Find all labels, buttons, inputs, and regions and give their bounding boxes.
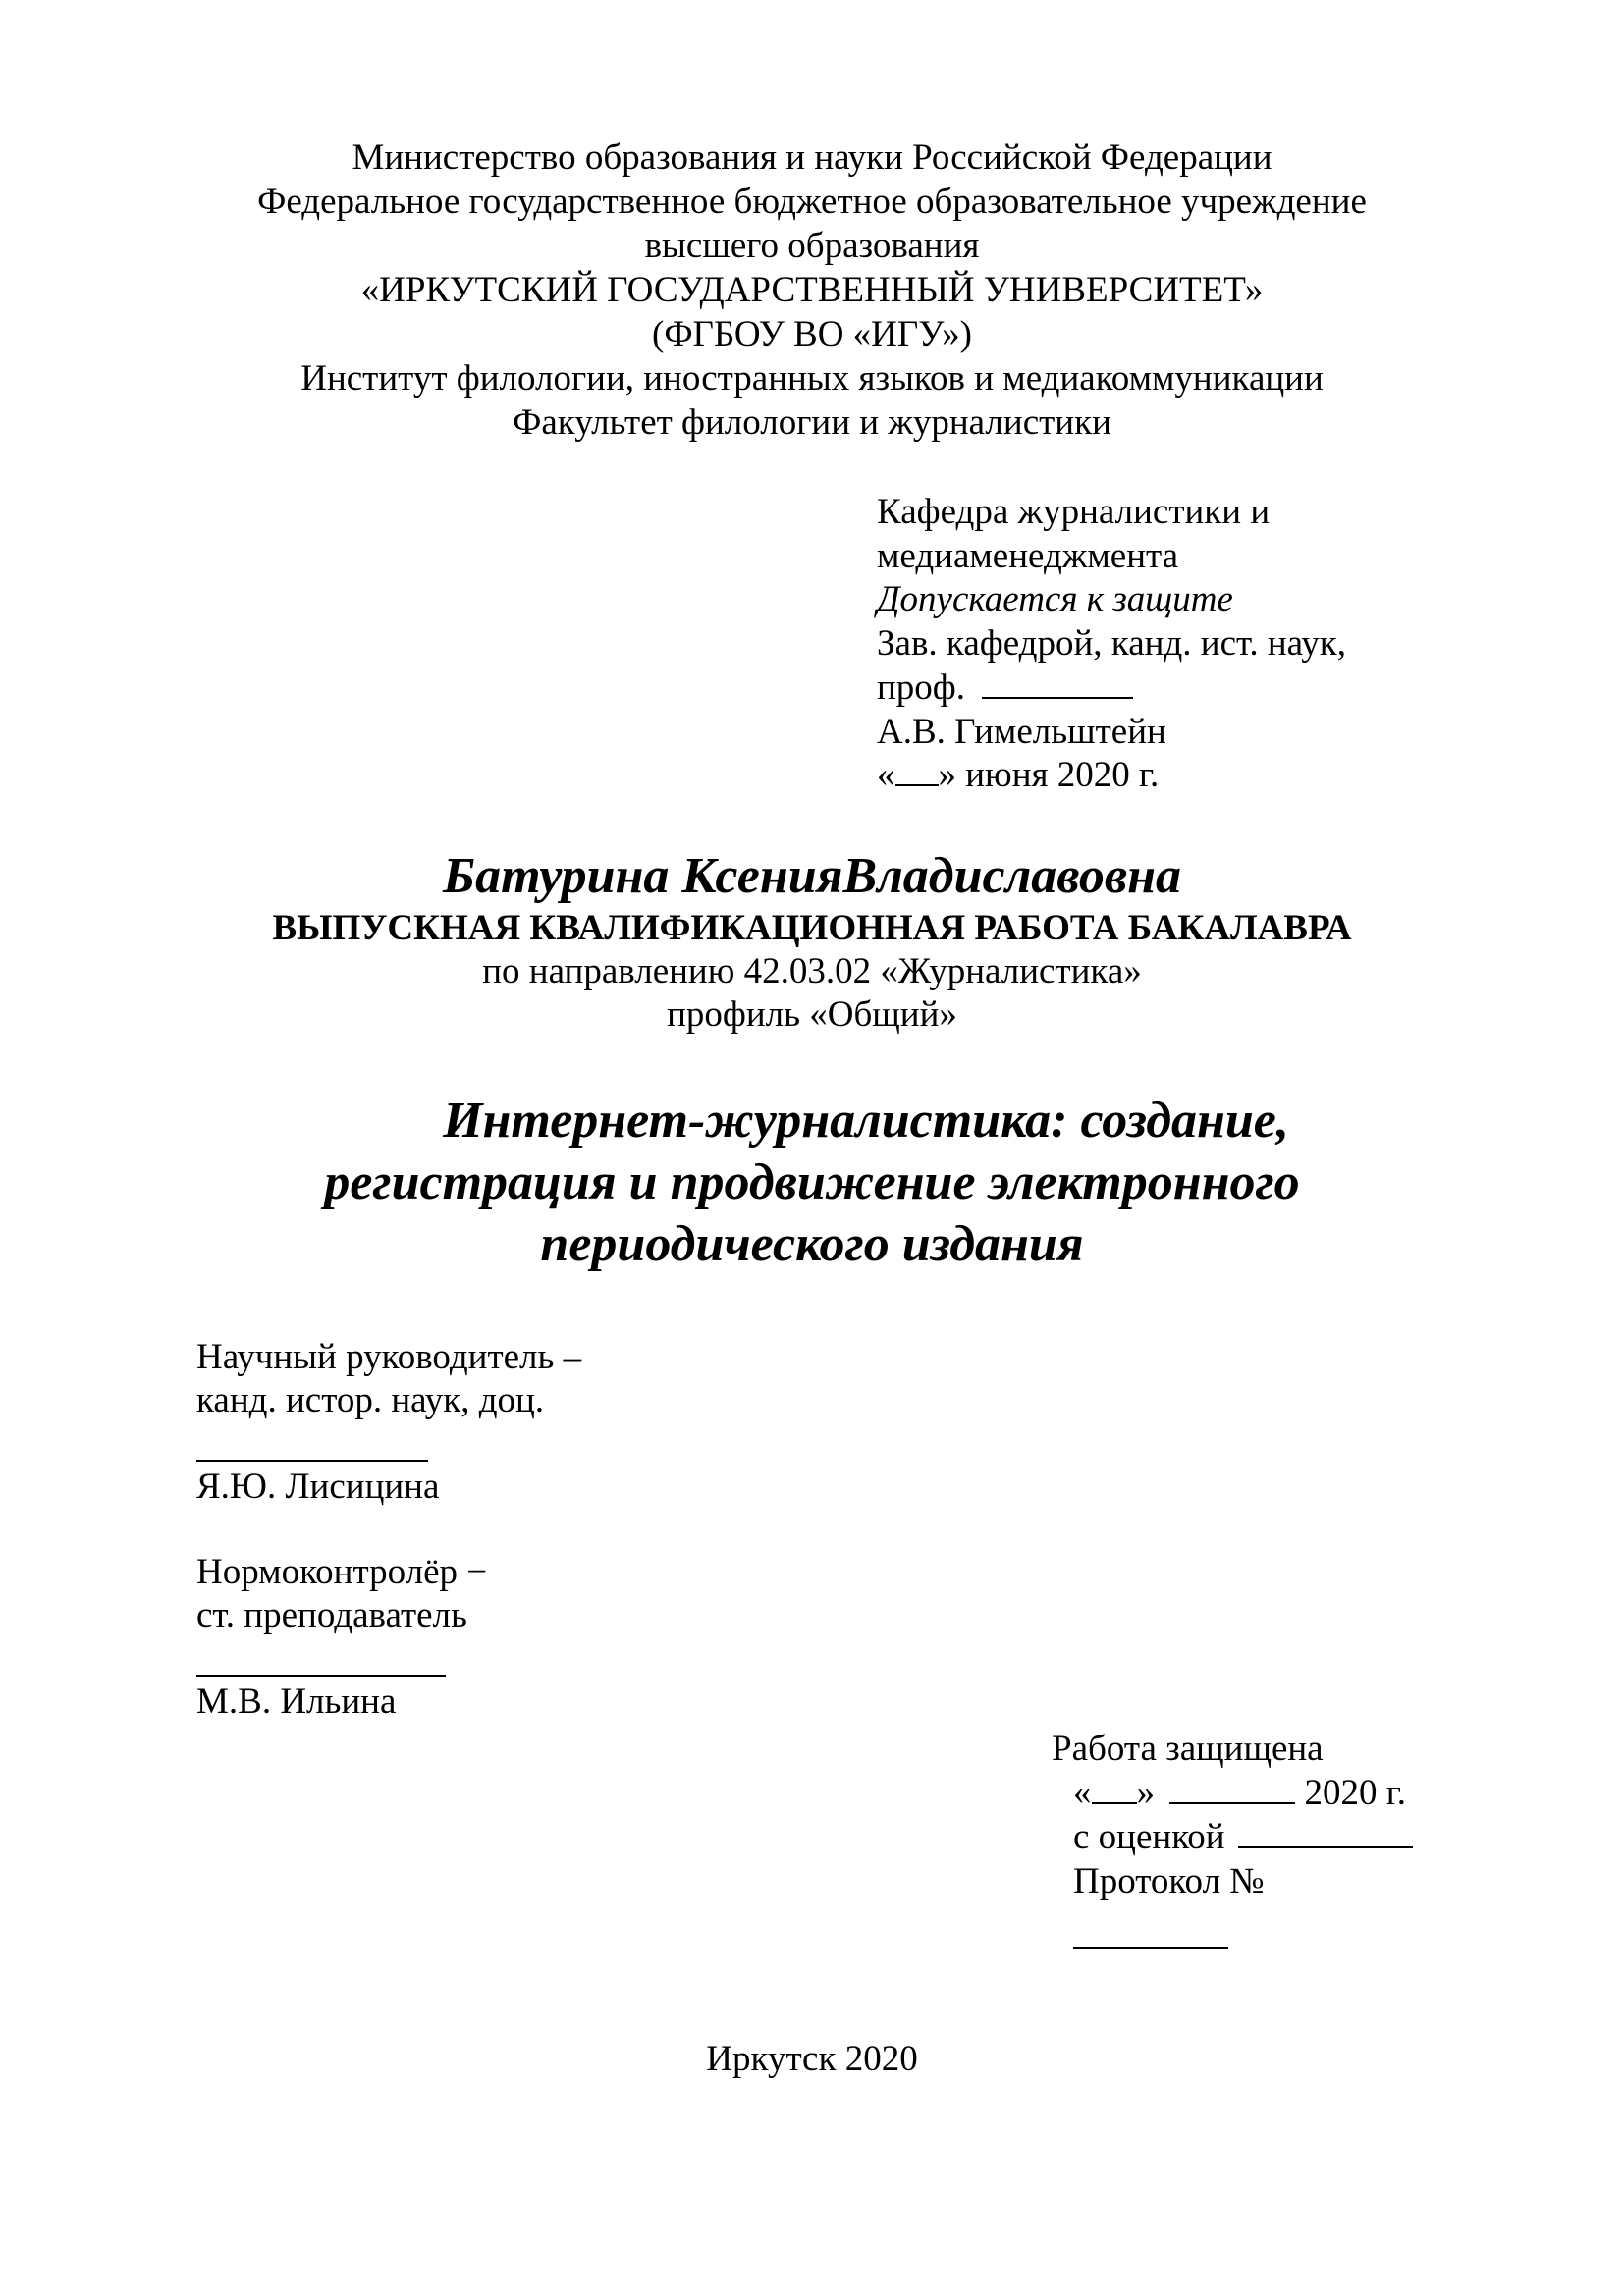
- topic-line-2: регистрация и продвижение электронного: [324, 1154, 1300, 1210]
- topic-line-1: Интернет-журналистика: создание,: [443, 1093, 1289, 1148]
- institution-header: [147, 135, 1477, 445]
- approval-date-rest: » июня 2020 г.: [938, 755, 1160, 796]
- advisors-block: [196, 1336, 581, 1724]
- head-prof-line: [877, 667, 1346, 711]
- date-open-quote: «: [877, 755, 895, 796]
- head-signature-blank: [982, 667, 1133, 699]
- author-name: Батурина КсенияВладиславовна: [443, 848, 1181, 904]
- head-title: Зав. кафедрой, канд. ист. наук,: [877, 623, 1346, 665]
- education-level-line: высшего образования: [644, 226, 980, 266]
- normcontrol-name: М.В. Ильина: [196, 1682, 397, 1722]
- defense-month-blank: [1169, 1773, 1295, 1804]
- advisor-spacer: [196, 1509, 581, 1551]
- approval-day-blank: [895, 755, 939, 786]
- university-name-line: «ИРКУТСКИЙ ГОСУДАРСТВЕННЫЙ УНИВЕРСИТЕТ»: [360, 270, 1264, 310]
- supervisor-degree: канд. истор. наук, доц.: [196, 1380, 545, 1420]
- head-name: А.В. Гимельштейн: [877, 711, 1166, 752]
- work-type: ВЫПУСКНАЯ КВАЛИФИКАЦИОННАЯ РАБОТА БАКАЛАВРА: [272, 908, 1352, 948]
- normcontrol-signature-line: [196, 1637, 581, 1681]
- defense-year: 2020 г.: [1304, 1773, 1407, 1813]
- defense-protocol: Протокол №: [1073, 1861, 1265, 1901]
- city-year: Иркутск 2020: [706, 2039, 918, 2079]
- head-prof-label: проф.: [877, 667, 966, 708]
- topic-line-3: периодического издания: [540, 1216, 1084, 1272]
- approval-date-line: [877, 754, 1346, 798]
- grade-blank: [1238, 1817, 1413, 1848]
- normcontrol-signature-blank: [196, 1645, 446, 1677]
- supervisor-name: Я.Ю. Лисицина: [196, 1467, 440, 1507]
- author-block: [147, 846, 1477, 1037]
- defense-day-blank: [1092, 1773, 1137, 1804]
- normcontrol-role: Нормоконтролёр −: [196, 1552, 488, 1592]
- defense-date-close: »: [1136, 1773, 1155, 1813]
- supervisor-signature-line: [196, 1422, 581, 1466]
- protocol-number-blank: [1073, 1917, 1228, 1949]
- defense-title: Работа защищена: [1052, 1729, 1324, 1769]
- admitted-to-defense: Допускается к защите: [877, 579, 1233, 620]
- defense-date-open: «: [1073, 1773, 1092, 1813]
- institution-type-line: Федеральное государственное бюджетное образовательное учреждение: [257, 182, 1367, 222]
- defense-date-line: [1052, 1771, 1413, 1815]
- protocol-number-line: [1052, 1903, 1413, 1947]
- defense-block: [1052, 1727, 1413, 1947]
- ministry-line: Министерство образования и науки Российской Федерации: [352, 137, 1272, 178]
- faculty-line: Факультет филологии и журналистики: [513, 402, 1111, 443]
- grade-label: с оценкой: [1073, 1817, 1225, 1857]
- supervisor-role: Научный руководитель –: [196, 1337, 582, 1377]
- institute-line: Институт филологии, иностранных языков и медиакоммуникации: [300, 358, 1324, 399]
- department-line-2: медиаменеджмента: [877, 535, 1179, 576]
- normcontrol-position: ст. преподаватель: [196, 1595, 467, 1635]
- approval-block: [877, 491, 1346, 798]
- work-direction: по направлению 42.03.02 «Журналистика»: [482, 951, 1142, 991]
- defense-grade-line: [1052, 1815, 1413, 1859]
- work-profile: профиль «Общий»: [667, 994, 957, 1035]
- university-abbr-line: (ФГБОУ ВО «ИГУ»): [652, 314, 972, 354]
- department-line-1: Кафедра журналистики и: [877, 492, 1271, 532]
- supervisor-signature-blank: [196, 1430, 428, 1462]
- thesis-topic: [147, 1090, 1477, 1275]
